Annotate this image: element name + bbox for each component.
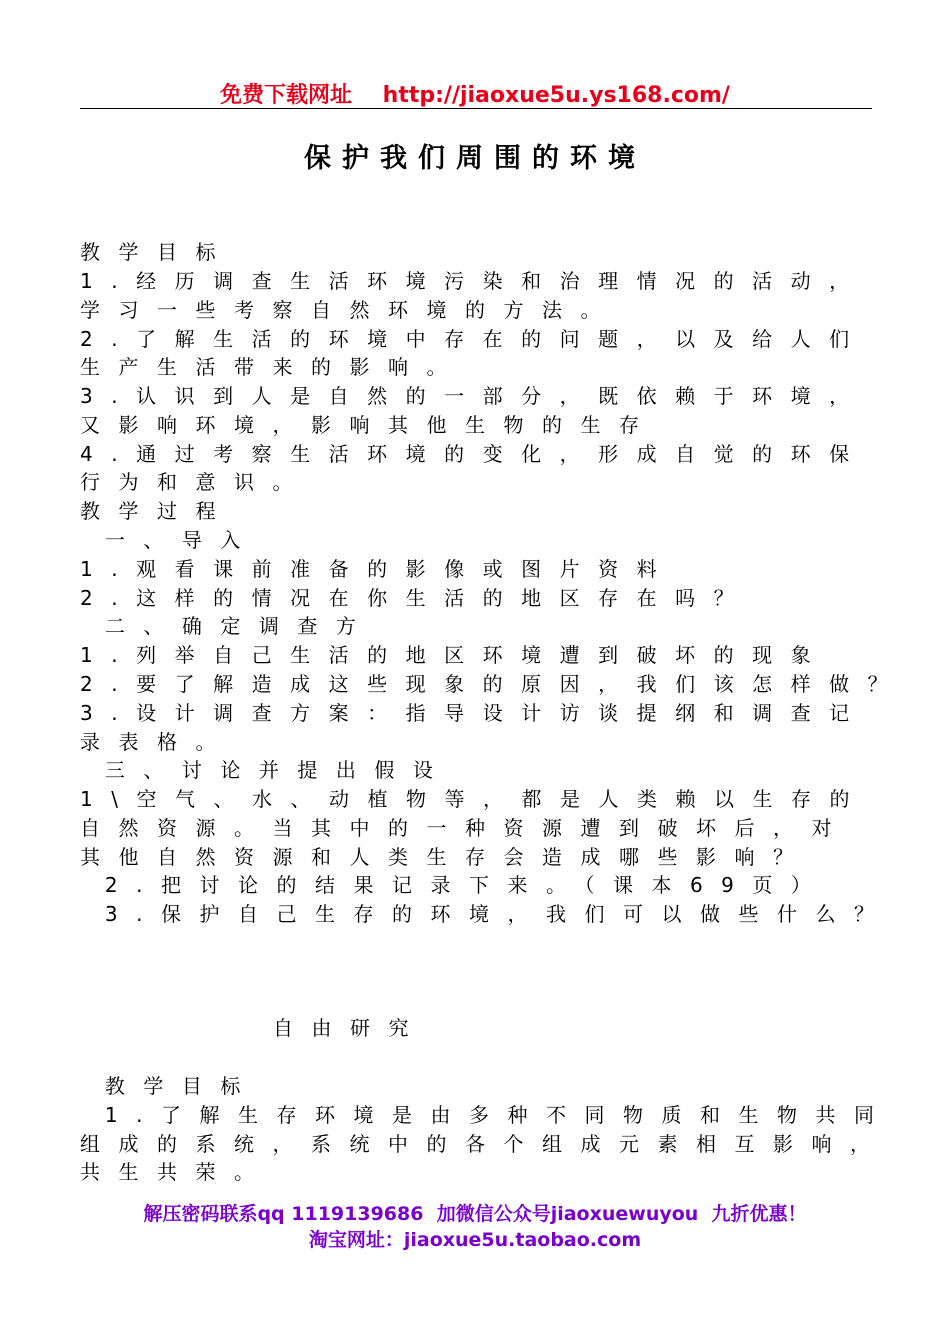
text-line-goal-1a: 1.经历调查生活环境污染和治理情况的活动，: [80, 269, 868, 293]
text-line-section-3-item-1b: 自然资源。当其中的一种资源遭到破坏后，对: [80, 816, 850, 840]
text-line-goal-4a: 4.通过考察生活环境的变化，形成自觉的环保: [80, 442, 868, 466]
footer-contact-line: 解压密码联系qq 1119139686 加微信公众号jiaoxuewuyou 九折优惠！: [143, 1203, 807, 1225]
text-line-section-1-item-1: 1.观看课前准备的影像或图片资料: [80, 557, 676, 581]
text-line-section-1-item-2: 2.这样的情况在你生活的地区存在吗？: [80, 586, 753, 610]
text-line-goal-2-1b: 组成的系统，系统中的各个组成元素相互影响，: [80, 1132, 889, 1156]
download-url-header: 免费下载网址 http://jiaoxue5u.ys168.com/: [220, 83, 730, 108]
text-line-section-2-item-3b: 录表格。: [80, 730, 234, 754]
text-line-goal-3a: 3.认识到人是自然的一部分，既依赖于环境，: [80, 384, 868, 408]
text-line-goals-heading-2: 教学目标: [80, 1074, 259, 1098]
text-line-section-3: 三、讨论并提出假设: [80, 758, 452, 782]
page-title: 保护我们周围的环境: [304, 143, 646, 174]
text-line-goal-4b: 行为和意识。: [80, 470, 311, 494]
text-line-goal-1b: 学习一些考察自然环境的方法。: [80, 298, 619, 322]
text-line-process-heading: 教学过程: [80, 499, 234, 523]
text-line-goal-2b: 生产生活带来的影响。: [80, 355, 465, 379]
text-line-goal-3b: 又影响环境，影响其他生物的生存: [80, 413, 658, 437]
text-line-section-2-item-3a: 3.设计调查方案：指导设计访谈提纲和调查记: [80, 701, 868, 725]
footer-taobao-line: 淘宝网址：jiaoxue5u.taobao.com: [308, 1229, 642, 1251]
text-line-section-2: 二、确定调查方: [80, 614, 375, 638]
text-line-section-1: 一、导入: [80, 528, 259, 552]
text-line-free-research-heading: 自由研究: [273, 1016, 427, 1040]
text-line-section-3-item-2: 2.把讨论的结果记录下来。（课本69页）: [80, 873, 830, 897]
text-line-goal-2-1c: 共生共荣。: [80, 1160, 273, 1184]
text-line-section-3-item-3: 3.保护自己生存的环境，我们可以做些什么？: [80, 902, 893, 926]
text-line-section-3-item-1c: 其他自然资源和人类生存会造成哪些影响？: [80, 845, 812, 869]
text-line-section-2-item-2: 2.要了解造成这些现象的原因，我们该怎样做？: [80, 672, 907, 696]
text-line-goal-2a: 2.了解生活的环境中存在的问题，以及给人们: [80, 327, 868, 351]
header-rule: [80, 108, 872, 109]
text-line-goal-2-1a: 1.了解生存环境是由多种不同物质和生物共同: [80, 1103, 893, 1127]
text-line-goals-heading: 教学目标: [80, 240, 234, 264]
text-line-section-3-item-1a: 1\空气、水、动植物等，都是人类赖以生存的: [80, 787, 868, 811]
text-line-section-2-item-1: 1.列举自己生活的地区环境遭到破坏的现象: [80, 643, 830, 667]
